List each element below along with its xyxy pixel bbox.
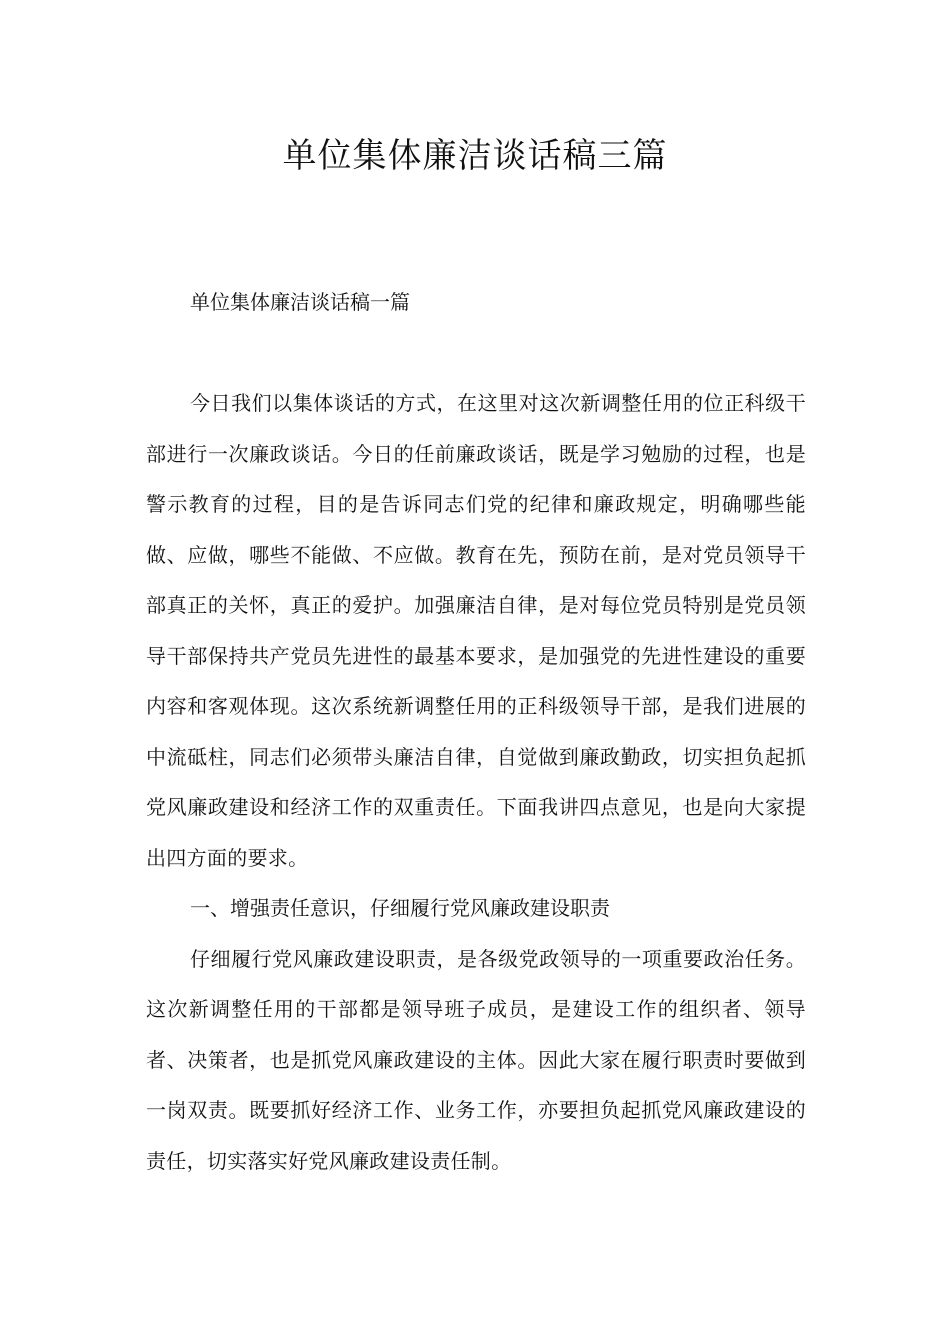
paragraph-section-1: 仔细履行党风廉政建设职责，是各级党政领导的一项重要政治任务。这次新调整任用的干部都是领导班子成员，是建设工作的组织者、领导者、决策者，也是抓党风廉政建设的主体。因此大家在履行职责时要做到一岗双责。既要抓好经济工作、业务工作，亦要担负起抓党风廉政建设的责任，切实落实好党风廉政建设责任制。 [146,946,806,1173]
document-title: 单位集体廉洁谈话稿三篇 [282,136,668,176]
document-body [146,378,806,1186]
paragraph-intro: 今日我们以集体谈话的方式，在这里对这次新调整任用的位正科级干部进行一次廉政谈话。今日的任前廉政谈话，既是学习勉励的过程，也是警示教育的过程，目的是告诉同志们党的纪律和廉政规定，明确哪些能做、应做，哪些不能做、不应做。教育在先，预防在前，是对党员领导干部真正的关怀，真正的爱护。加强廉洁自律，是对每位党员特别是党员领导干部保持共产党员先进性的最基本要求，是加强党的先进性建设的重要内容和客观体现。这次系统新调整任用的正科级领导干部，是我们进展的中流砥柱，同志们必须带头廉洁自律，自觉做到廉政勤政，切实担负起抓党风廉政建设和经济工作的双重责任。下面我讲四点意见，也是向大家提出四方面的要求。 [146,391,806,870]
section-heading-1: 一、增强责任意识，仔细履行党风廉政建设职责 [190,896,610,920]
document-subtitle: 单位集体廉洁谈话稿一篇 [190,290,410,314]
